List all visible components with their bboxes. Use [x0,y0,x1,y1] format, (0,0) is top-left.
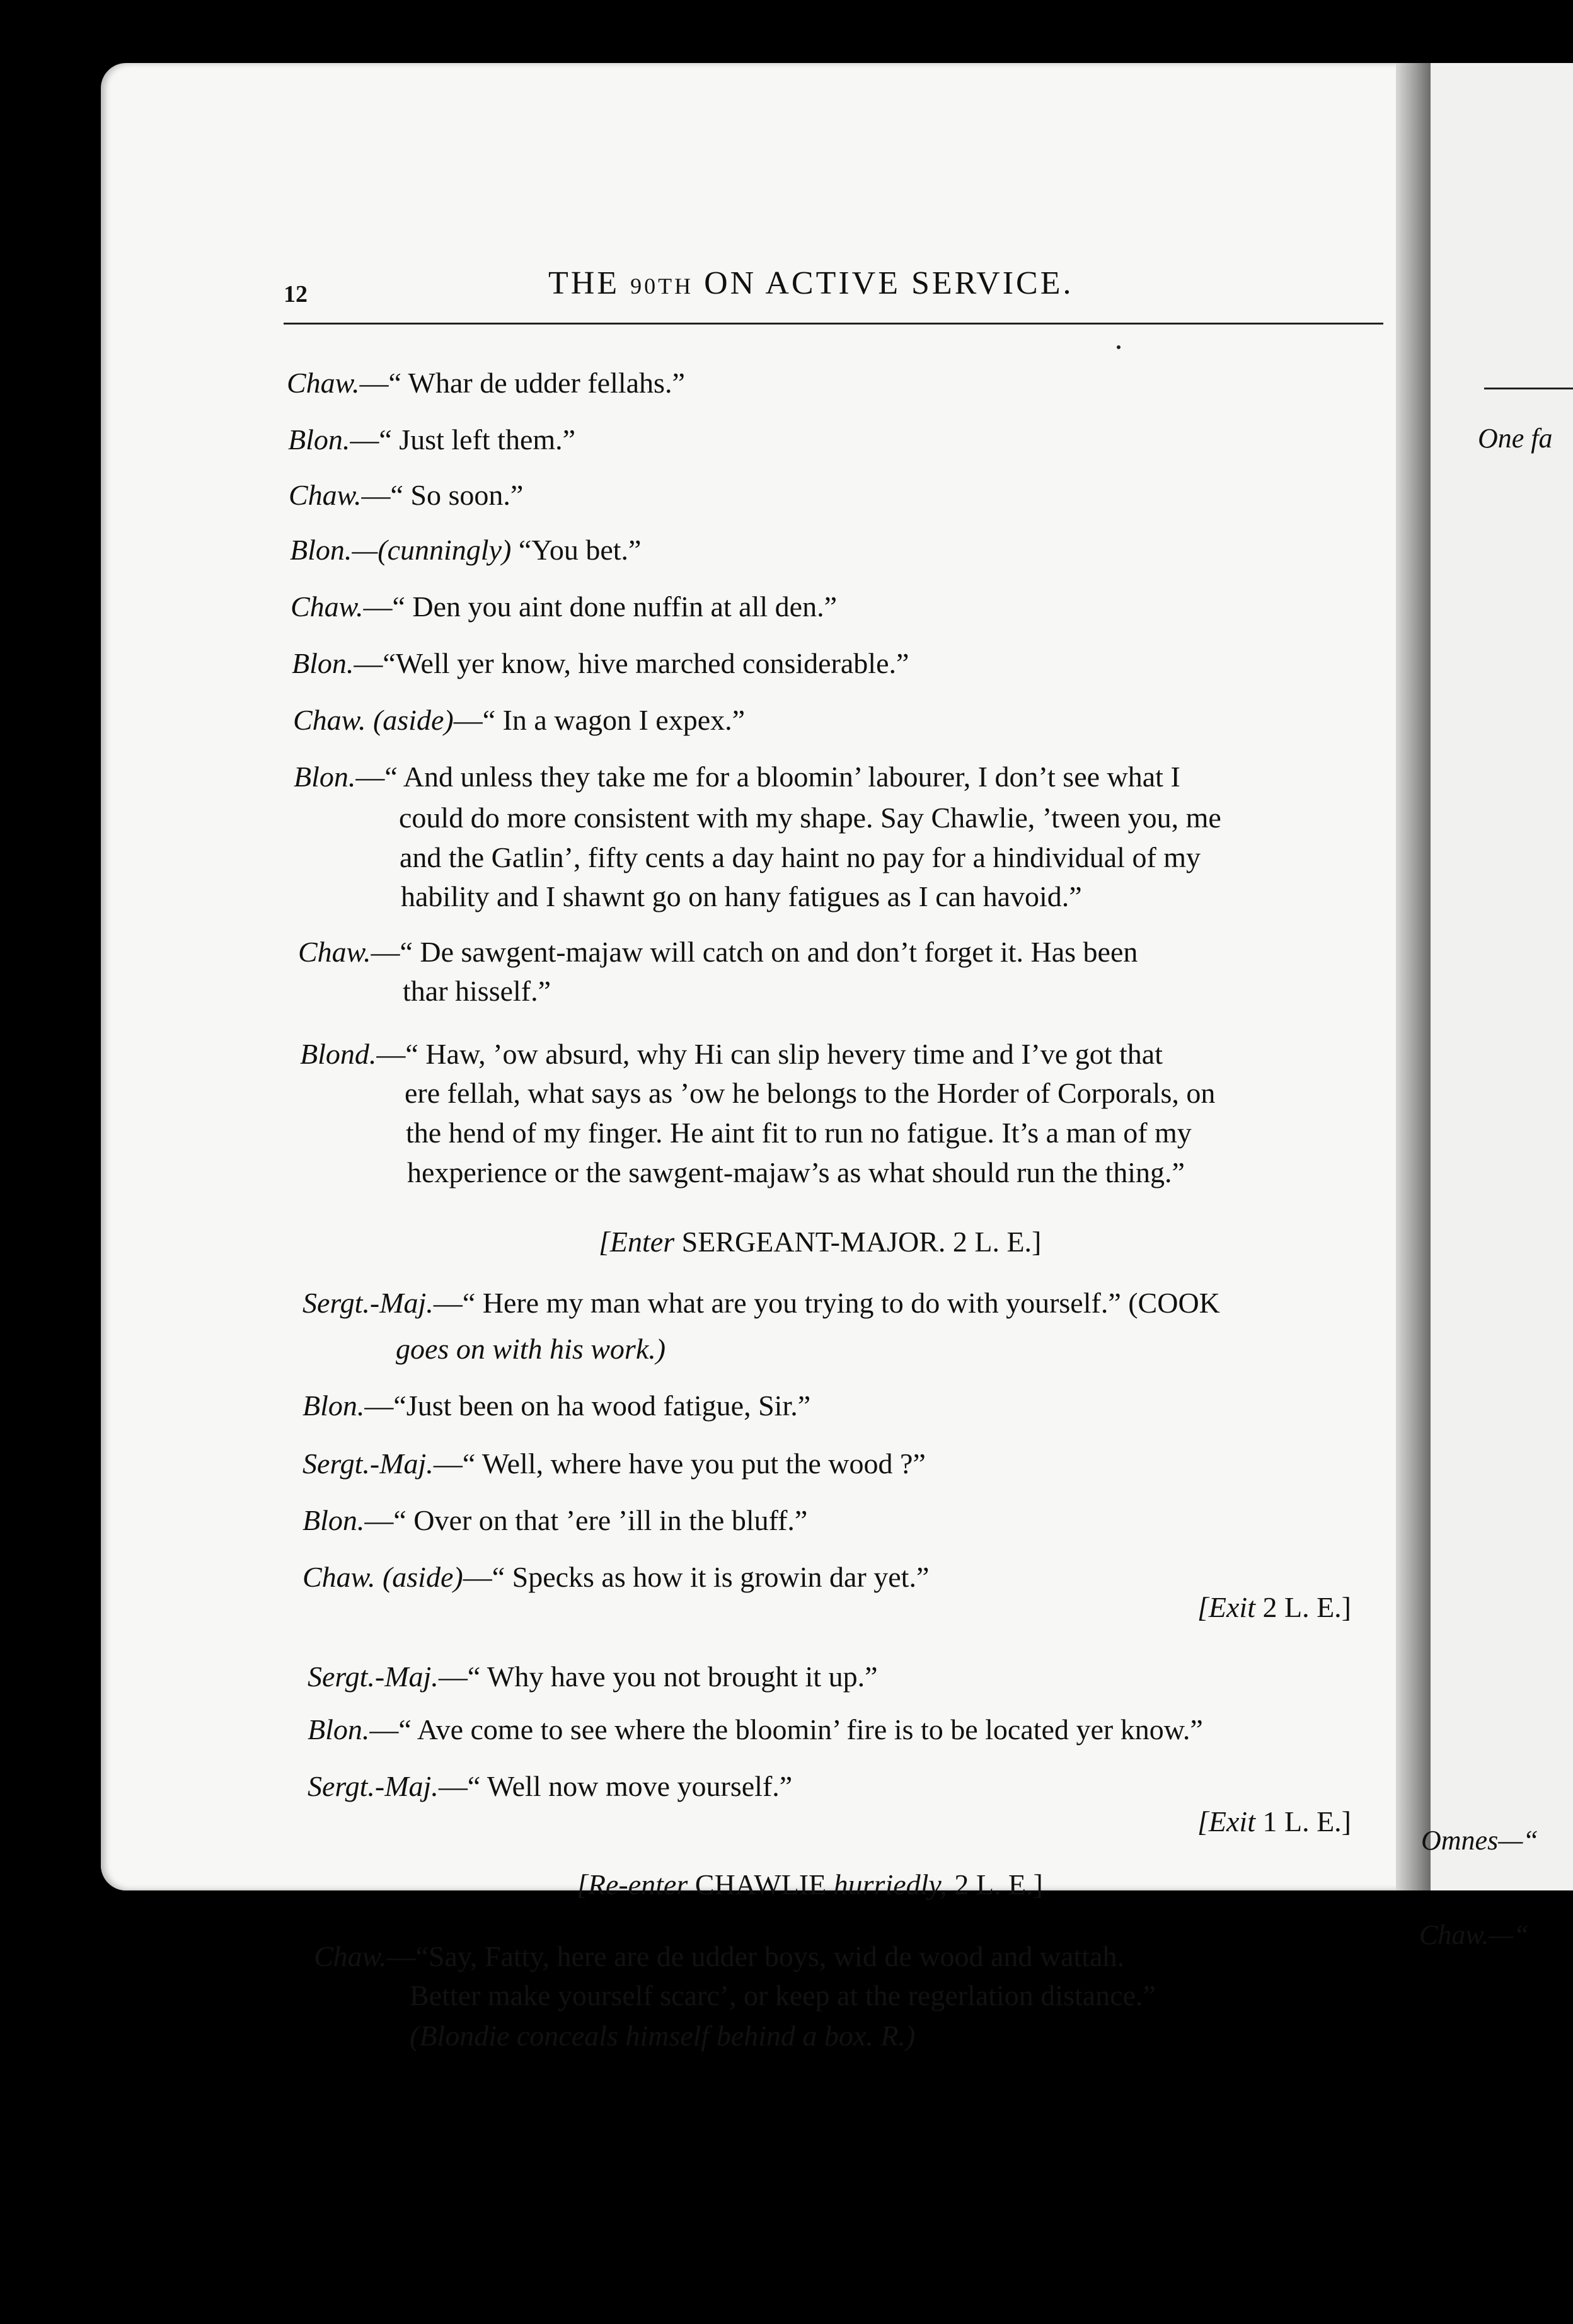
spoken-text: thar hisself.” [403,975,551,1007]
dialogue-line [308,1715,1203,1744]
spoken-text: the hend of my finger. He aint fit to run no fatigue. It’s a man of my [406,1117,1192,1149]
spoken-text: —“Well yer know, hive marched considerable.” [354,647,909,679]
speaker-name: Sergt.-Maj. [308,1770,439,1802]
dialogue-line [294,762,1180,791]
header-rule [284,323,1383,325]
stage-who: CHAWLIE [688,1868,827,1901]
dialogue-line [300,1040,1163,1069]
dialogue-line [291,592,837,621]
header-title-part2: ON ACTIVE SERVICE. [693,265,1074,301]
right-page-line: One fa [1478,423,1553,454]
dialogue-line [302,1449,926,1478]
spoken-text: could do more consistent with my shape. Say Chawlie, ’tween you, me [399,802,1221,834]
stage-direction-exit [1197,1593,1351,1622]
dialogue-line [314,1942,1124,1971]
spoken-text: —“ Haw, ’ow absurd, why Hi can slip hevery time and I’ve got that [376,1038,1163,1070]
speaker-name: Chaw. [289,479,362,511]
speaker-name: Blond. [300,1038,377,1070]
stage-location: 2 L. E.] [1255,1591,1351,1623]
dialogue-line [410,1981,1156,2010]
right-page-line: Omnes—“ [1421,1825,1538,1856]
spoken-text: —“Say, Fatty, here are de udder boys, wid de wood and wattah. [386,1940,1124,1972]
spoken-text: goes on with his work.) [396,1333,666,1365]
speaker-name: Blon. [294,761,356,793]
stage-verb: [Exit [1197,1591,1255,1623]
stage-where: 2 L. E.] [947,1868,1043,1901]
spoken-text: —“ Well, where have you put the wood ?” [433,1447,926,1480]
stage-reenter: [Re-enter [577,1868,688,1901]
stage-character: SERGEANT-MAJOR. [674,1226,946,1258]
stage-how: hurriedly, [826,1868,947,1901]
dialogue-line [406,1119,1192,1148]
header-title-small: 90TH [630,273,694,299]
spoken-text: hability and I shawnt go on hany fatigues as I can havoid.” [401,880,1082,912]
spoken-text: and the Gatlin’, fifty cents a day haint no pay for a hindividual of my [400,841,1201,873]
speaker-name: Blon. [302,1389,365,1422]
stage-verb: [Enter [599,1226,675,1258]
spoken-text: (Blondie conceals himself behind a box. R.) [410,2020,916,2052]
spoken-text: ere fellah, what says as ’ow he belongs to the Horder of Corporals, on [405,1077,1216,1109]
speaker-name: Blon.—(cunningly) [290,534,512,566]
spoken-text: —“ And unless they take me for a bloomin’ labourer, I don’t see what I [355,761,1180,793]
spoken-text: —“ Whar de udder fellahs.” [359,367,685,399]
spoken-text: —“ Ave come to see where the bloomin’ fire is to be located yer know.” [369,1713,1203,1746]
speaker-name: Chaw. (aside) [293,704,454,736]
spoken-text: —“ De sawgent-majaw will catch on and don’t forget it. Has been [371,936,1138,968]
dialogue-line [405,1079,1215,1108]
spoken-text: —“Just been on ha wood fatigue, Sir.” [364,1389,811,1422]
dialogue-line [399,803,1221,832]
dialogue-line [400,843,1201,872]
spoken-text: —“ Why have you not brought it up.” [438,1660,878,1693]
stage-verb: [Exit [1197,1805,1255,1838]
header-title-part1: THE [548,265,631,301]
right-page-fragment [1419,63,1573,1950]
dialogue-line [292,649,909,678]
spoken-text: —“ Den you aint done nuffin at all den.” [363,590,837,623]
speaker-name: Blon. [288,423,350,456]
spoken-text: “You bet.” [511,534,642,566]
speaker-name: Chaw. [287,367,360,399]
dialogue-line [401,882,1082,911]
page-number: 12 [284,281,308,308]
ink-dot [1117,345,1121,349]
running-header [548,265,1073,302]
dialogue-line [288,425,575,454]
stage-direction-exit [1197,1807,1351,1836]
dialogue-line [302,1563,929,1592]
spoken-text: —“ Over on that ’ere ’ill in the bluff.” [364,1504,808,1536]
spoken-text: hexperience or the sawgent-majaw’s as what should run the thing.” [407,1156,1185,1188]
dialogue-line [407,1158,1185,1187]
dialogue-line [290,536,641,565]
dialogue-line [287,369,685,398]
speaker-name: Blon. [308,1713,370,1746]
book-gutter [1396,63,1431,1890]
dialogue-line [298,938,1138,967]
right-page-line: Chaw.—“ [1419,1919,1530,1950]
dialogue-line [308,1662,878,1691]
stage-location: 1 L. E.] [1255,1805,1351,1838]
stage-location: 2 L. E.] [945,1226,1042,1258]
spoken-text: —“ Well now move yourself.” [438,1770,793,1802]
dialogue-line [396,1335,666,1364]
spoken-text: —“ Just left them.” [350,423,576,456]
spoken-text: —“ Specks as how it is growin dar yet.” [463,1561,930,1593]
stage-direction-enter [599,1228,1041,1257]
speaker-name: Chaw. [314,1940,387,1972]
stage-direction-reenter [577,1870,1043,1899]
spoken-text: Better make yourself scarc’, or keep at the regerlation distance.” [410,1979,1156,2011]
spoken-text: —“ Here my man what are you trying to do with yourself.” (COOK [433,1287,1220,1319]
speaker-name: Sergt.-Maj. [302,1447,434,1480]
speaker-name: Blon. [302,1504,365,1536]
dialogue-line [410,2022,915,2051]
speaker-name: Sergt.-Maj. [308,1660,439,1693]
dialogue-line [289,481,523,510]
speaker-name: Chaw. (aside) [302,1561,463,1593]
dialogue-line [403,977,551,1006]
dialogue-line [302,1506,807,1535]
spoken-text: —“ In a wagon I expex.” [453,704,746,736]
dialogue-line [308,1772,792,1801]
right-page-rule [1484,388,1573,389]
speaker-name: Blon. [292,647,354,679]
spoken-text: —“ So soon.” [361,479,524,511]
dialogue-line [293,706,745,735]
dialogue-line [302,1391,810,1420]
speaker-name: Sergt.-Maj. [302,1287,434,1319]
speaker-name: Chaw. [298,936,371,968]
speaker-name: Chaw. [291,590,364,623]
dialogue-line [302,1289,1220,1318]
